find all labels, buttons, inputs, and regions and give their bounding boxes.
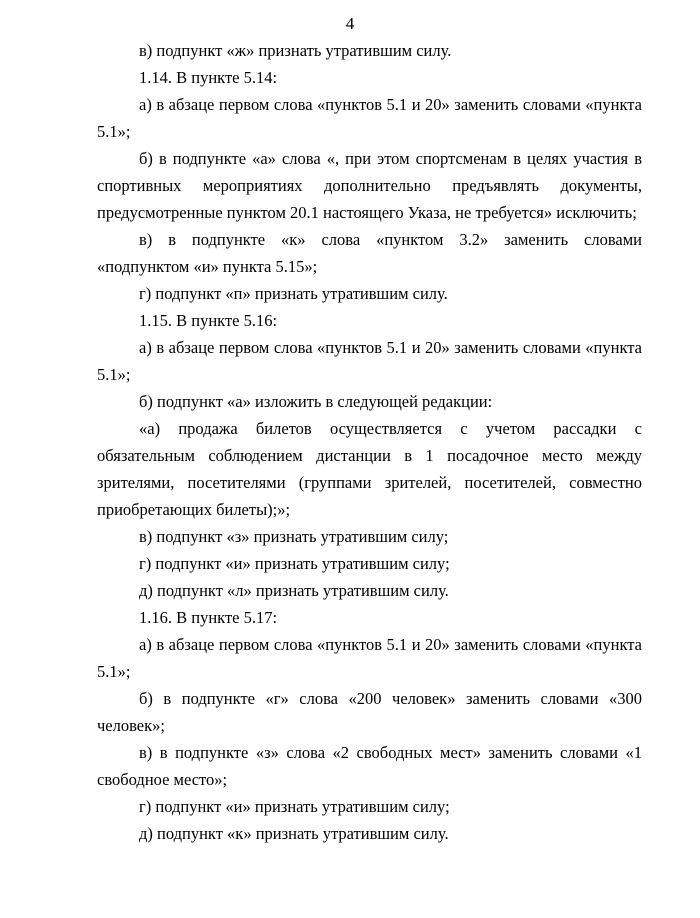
paragraph-1-16-a: а) в абзаце первом слова «пунктов 5.1 и 20» заменить словами «пункта 5.1»;	[97, 635, 642, 681]
paragraph-1-14-g: г) подпункт «п» признать утратившим силу.	[139, 284, 448, 303]
paragraph-1-15-a: а) в абзаце первом слова «пунктов 5.1 и 20» заменить словами «пункта 5.1»;	[97, 338, 642, 384]
paragraph-1-14-a: а) в абзаце первом слова «пунктов 5.1 и 20» заменить словами «пункта 5.1»;	[97, 95, 642, 141]
paragraph-1-16-v: в) в подпункте «з» слова «2 свободных мест» заменить словами «1 свободное место»;	[97, 743, 642, 789]
paragraph-1-14-b: б) в подпункте «а» слова «, при этом спортсменам в целях участия в спортивных мероприятиях дополнительно предъявлять документы, предусмотренные пунктом 20.1 настоящего Указа, не требуется» исключить;	[97, 149, 642, 222]
paragraph-1-16-d: д) подпункт «к» признать утратившим силу.	[139, 824, 449, 843]
paragraph-1-15-v: в) подпункт «з» признать утратившим силу;	[139, 527, 449, 546]
heading-item-1-14: 1.14. В пункте 5.14:	[139, 68, 278, 87]
document-body	[97, 37, 642, 847]
page-number: 4	[345, 14, 355, 33]
paragraph-1-15-d: д) подпункт «л» признать утратившим силу.	[139, 581, 449, 600]
paragraph-1-15-b: б) подпункт «а» изложить в следующей редакции:	[139, 392, 493, 411]
heading-item-1-15: 1.15. В пункте 5.16:	[139, 311, 278, 330]
paragraph-v-subitem-zh: в) подпункт «ж» признать утратившим силу.	[139, 41, 452, 60]
paragraph-1-15-quoted-text: «а) продажа билетов осуществляется с учетом рассадки с обязательным соблюдением дистанции в 1 посадочное место между зрителями, посетителями (группами зрителей, посетителей, совместно приобретающих билеты);»;	[97, 419, 642, 519]
paragraph-1-14-v: в) в подпункте «к» слова «пунктом 3.2» заменить словами «подпунктом «и» пункта 5.15»;	[97, 230, 642, 276]
paragraph-1-16-g: г) подпункт «и» признать утратившим силу;	[139, 797, 450, 816]
paragraph-1-15-g: г) подпункт «и» признать утратившим силу;	[139, 554, 450, 573]
paragraph-1-16-b: б) в подпункте «г» слова «200 человек» заменить словами «300 человек»;	[97, 689, 642, 735]
heading-item-1-16: 1.16. В пункте 5.17:	[139, 608, 278, 627]
